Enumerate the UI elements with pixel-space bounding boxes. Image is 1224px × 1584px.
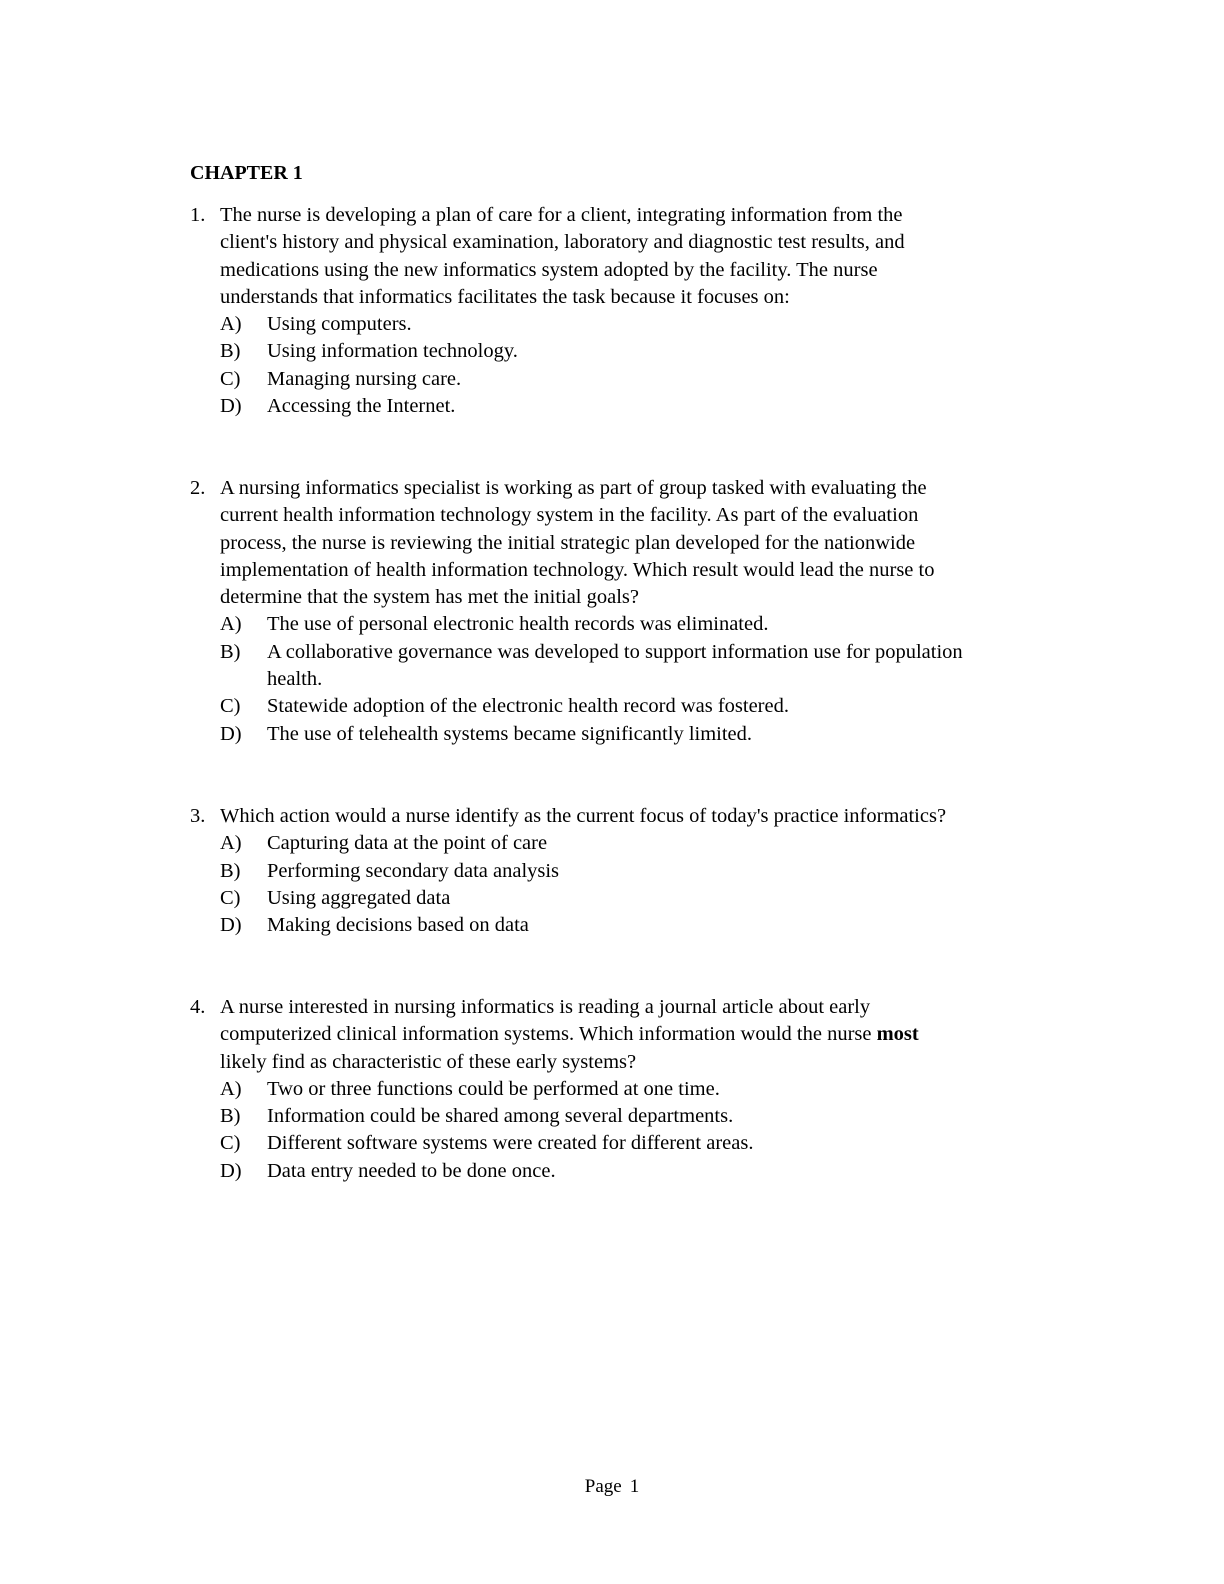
answer-option-c: [220, 1130, 1070, 1157]
page-footer: [0, 1475, 1224, 1499]
answer-option-c: [220, 366, 1070, 393]
answer-options: [220, 311, 1070, 420]
answer-option-b: [220, 858, 1070, 885]
answer-option-a: [220, 830, 1070, 857]
answer-option-a: [220, 611, 1070, 638]
answer-option-d: [220, 912, 1070, 939]
option-letter: D): [220, 914, 242, 937]
answer-options: [220, 830, 1070, 939]
answer-option-a: [220, 311, 1070, 338]
option-text: Capturing data at the point of care: [267, 832, 548, 855]
question-3: [190, 803, 1070, 939]
option-text: Making decisions based on data: [267, 914, 529, 937]
option-letter: A): [220, 313, 242, 336]
option-letter: B): [220, 640, 241, 663]
question-number: 4.: [190, 996, 206, 1018]
option-letter: C): [220, 695, 241, 718]
option-text: Using information technology.: [267, 340, 518, 363]
question-number: 3.: [190, 805, 206, 827]
question-2: [190, 475, 1070, 748]
chapter-title: CHAPTER 1: [190, 162, 303, 184]
question-number: 2.: [190, 477, 206, 499]
question-1: [190, 202, 1070, 420]
question-stem-text: A nurse interested in nursing informatics is reading a journal article about early computerized clinical information systems. Which information would the nurse: [220, 996, 872, 1046]
question-stem: Which action would a nurse identify as the current focus of today's practice informatics?: [220, 805, 947, 827]
answer-option-b: [220, 338, 1070, 365]
answer-option-b: [220, 639, 1070, 694]
option-letter: C): [220, 1132, 241, 1155]
option-text: The use of personal electronic health records was eliminated.: [267, 613, 769, 636]
answer-option-c: [220, 693, 1070, 720]
option-text: Accessing the Internet.: [267, 395, 456, 418]
page-label: Page: [584, 1476, 622, 1497]
option-text: Statewide adoption of the electronic health record was fostered.: [267, 695, 789, 718]
question-stem: The nurse is developing a plan of care for a client, integrating information from the client's history and physical examination, laboratory and diagnostic test results, and medications using the new informatics system adopted by the facility. The nurse understands that informatics facilitates the task because it focuses on:: [220, 204, 905, 308]
answer-options: [220, 611, 1070, 747]
option-text: Data entry needed to be done once.: [267, 1159, 556, 1182]
option-text: Using computers.: [267, 313, 412, 336]
option-text: Two or three functions could be performed at one time.: [267, 1077, 720, 1100]
answer-options: [220, 1076, 1070, 1185]
question-stem: A nursing informatics specialist is working as part of group tasked with evaluating the current health information technology system in the facility. As part of the evaluation process, the nurse is reviewing the initial strategic plan developed for the nationwide implementation of health information technology. Which result would lead the nurse to determine that the system has met the initial goals?: [220, 477, 935, 609]
answer-option-b: [220, 1103, 1070, 1130]
question-stem-text: likely find as characteristic of these early systems?: [220, 1050, 637, 1073]
option-text: Different software systems were created for different areas.: [267, 1132, 754, 1155]
question-number: 1.: [190, 204, 206, 226]
option-text: The use of telehealth systems became significantly limited.: [267, 722, 753, 745]
option-letter: B): [220, 340, 241, 363]
option-letter: C): [220, 367, 241, 390]
option-letter: A): [220, 1077, 242, 1100]
option-letter: C): [220, 886, 241, 909]
answer-option-a: [220, 1076, 1070, 1103]
option-letter: B): [220, 1105, 241, 1128]
option-letter: D): [220, 1159, 242, 1182]
answer-option-c: [220, 885, 1070, 912]
option-letter: B): [220, 859, 241, 882]
option-text: Information could be shared among several departments.: [267, 1105, 734, 1128]
question-4: [190, 994, 1070, 1185]
option-text: Performing secondary data analysis: [267, 859, 560, 882]
answer-option-d: [220, 1158, 1070, 1185]
option-letter: A): [220, 832, 242, 855]
option-letter: A): [220, 613, 242, 636]
option-letter: D): [220, 722, 242, 745]
question-stem-emphasis: most: [876, 1023, 919, 1046]
question-stem: [220, 994, 1070, 1076]
option-letter: D): [220, 395, 242, 418]
option-text: A collaborative governance was developed to support information use for population health.: [267, 640, 963, 691]
page-number: 1: [629, 1476, 640, 1497]
option-text: Using aggregated data: [267, 886, 451, 909]
answer-option-d: [220, 393, 1070, 420]
option-text: Managing nursing care.: [267, 367, 462, 390]
answer-option-d: [220, 721, 1070, 748]
